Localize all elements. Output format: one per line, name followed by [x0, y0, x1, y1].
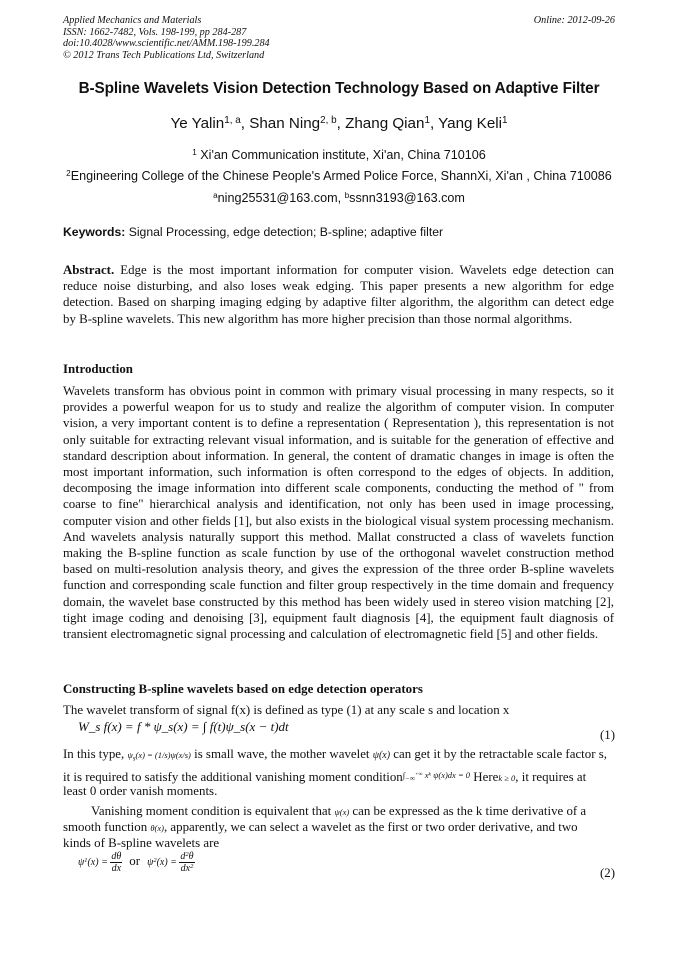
copyright-line: © 2012 Trans Tech Publications Ltd, Switzerland — [63, 49, 265, 61]
author-name: Shan Ning — [249, 115, 321, 132]
affiliation-sup: 1 — [192, 147, 197, 157]
formula-k-geq-0: k ≥ 0 — [498, 773, 516, 783]
keywords-text: Signal Processing, edge detection; B-spline; adaptive filter — [125, 225, 444, 239]
formula-psi-x: ψ(x) — [334, 807, 350, 817]
author-sup: 1 — [424, 115, 430, 127]
author-sup: 1, a — [224, 115, 241, 127]
introduction-paragraph: Wavelets transform has obvious point in common with primary visual processing in many respects, so it provides a powerful weapon for us to study and realize the algorithm of computer vision. In computer vision, a very important content is to define a representation ( Representation ), this representation is not only suitable for extracting relevant visual information, and is suitable for the generation of effective and standard description about information. In general, the content of dramatic changes in image is often the most important information, such information is often correspond to the edges of objects. In addition, decomposing the image information into different scale components, conducting the method of " from coarse to fine" hierarchical analysis and identification, not only has been used in image processing, computer vision and other fields [1], but also exists in the biological visual system processing mechanism. And wavelets analysis naturally support this method. Mallat constructed a class of wavelets function making the B-spline function as scale function by use of the orthogonal wavelet construction method based on multi-resolution analysis theory, and gives the expression of the three order B-spline wavelets function and corresponding scale function and filter group respectively in the time domain and frequency domain, the wavelet base constructed by this method has been widely used in stereo vision matching [2], tight image coding and denoising [3], equipment fault diagnosis [4], the equipment fault diagnosis of transient electromagnetic signal processing and calculation of electromagnetic field [5] and other fields. — [63, 384, 614, 642]
author-name: Yang Keli — [438, 115, 503, 132]
or-word: or — [129, 854, 141, 869]
email-a: ning25531@163.com, — [217, 191, 345, 205]
author-sep: , — [429, 115, 439, 132]
text-run: smooth function — [63, 820, 151, 834]
paper-title: B-Spline Wavelets Vision Detection Technology Based on Adaptive Filter — [78, 80, 600, 97]
text-run: , apparently, we can select a wavelet as the first or two order derivative, and two — [163, 820, 578, 834]
body-line — [63, 819, 614, 836]
journal-name: Applied Mechanics and Materials — [63, 15, 202, 26]
body-line: kinds of B-spline wavelets are — [63, 836, 220, 850]
author-sup: 2, b — [320, 115, 337, 127]
equation-1-number: (1) — [599, 728, 615, 742]
author-sep: , — [336, 115, 346, 132]
fraction-dtheta-dx: $\frac{d\theta}{dx}$ — [111, 851, 122, 874]
section-heading-introduction: Introduction — [63, 362, 133, 376]
text-run: Vanishing moment condition is equivalent that — [91, 804, 335, 818]
equation-1-text: W_s f(x) = f * ψ_s(x) = ∫ f(t)ψ_s(x − t)dt — [78, 719, 289, 734]
doi-line: doi:10.4028/www.scientific.net/AMM.198-199.284 — [63, 38, 270, 50]
text-run: it is required to satisfy the additional vanishing moment condition — [63, 770, 403, 784]
fraction-d2theta-dx2: $\frac{d^2\theta}{dx^2}$ — [180, 850, 194, 874]
abstract-label: Abstract. — [63, 263, 115, 277]
author-sep: , — [240, 115, 250, 132]
affiliation-text: Engineering College of the Chinese People's Armed Police Force, ShannXi, Xi'an , China 710086 — [70, 169, 612, 183]
affiliation-sup: 2 — [66, 168, 71, 178]
body-line — [63, 746, 614, 767]
formula-theta-x: θ(x) — [150, 823, 164, 833]
abstract — [63, 262, 614, 327]
abstract-text: Edge is the most important information for computer vision. Wavelets edge detection can reduce noise disturbing, and also loses weak edging. This paper presents a new algorithm for edge detection. Based on sharping imaging edging by adaptive filter algorithm, the algorithm can detect edge by B-spline wavelets. This new algorithm has more higher precision than those normal algorithms. — [63, 263, 614, 326]
affiliation-text: Xi'an Communication institute, Xi'an, China 710106 — [196, 148, 486, 162]
definition-line: The wavelet transform of signal f(x) is defined as type (1) at any scale s and location x — [63, 703, 510, 717]
journal-header — [63, 15, 615, 61]
text-run: can get it by the retractable scale factor s, — [390, 747, 607, 761]
formula-psi-s: $\psi_s(x) = (1/s)\psi(x/s)$ — [127, 750, 191, 763]
text-run: , it requires at — [515, 770, 587, 784]
email-line — [40, 191, 638, 205]
author-name: Ye Yalin — [170, 115, 225, 132]
text-run: In this type, — [63, 747, 128, 761]
equation-2-number: (2) — [599, 866, 615, 880]
formula-vanishing-moment: ∫−∞+∞ xk ψ(x)dx = 0 — [402, 770, 471, 783]
body-line: least 0 order vanish moments. — [63, 784, 218, 798]
online-date: Online: 2012-09-26 — [533, 15, 615, 26]
affiliation-2 — [40, 169, 638, 183]
section-heading-bspline: Constructing B-spline wavelets based on edge detection operators — [63, 682, 423, 696]
body-line — [63, 803, 614, 820]
text-run: is small wave, the mother wavelet — [190, 747, 373, 761]
text-run: can be expressed as the k time derivative of a — [349, 804, 587, 818]
author-sup: 1 — [502, 115, 508, 127]
text-run: Here — [470, 770, 499, 784]
equation-1 — [78, 719, 289, 735]
email-b: ssnn3193@163.com — [349, 191, 465, 205]
author-list — [40, 115, 638, 132]
issn-line: ISSN: 1662-7482, Vols. 198-199, pp 284-287 — [63, 26, 247, 38]
email-sup: b — [344, 190, 350, 200]
affiliation-1 — [40, 148, 638, 162]
formula-psi2: $\psi^2(x)$ = — [147, 857, 180, 869]
keywords-label: Keywords: — [63, 225, 126, 239]
email-sup: a — [213, 190, 218, 200]
formula-psi1: $\psi^1(x)$ = — [78, 857, 111, 869]
keywords — [63, 225, 443, 239]
equation-2 — [78, 851, 195, 874]
formula-psi-x: ψ(x) — [372, 750, 391, 761]
author-name: Zhang Qian — [345, 115, 425, 132]
